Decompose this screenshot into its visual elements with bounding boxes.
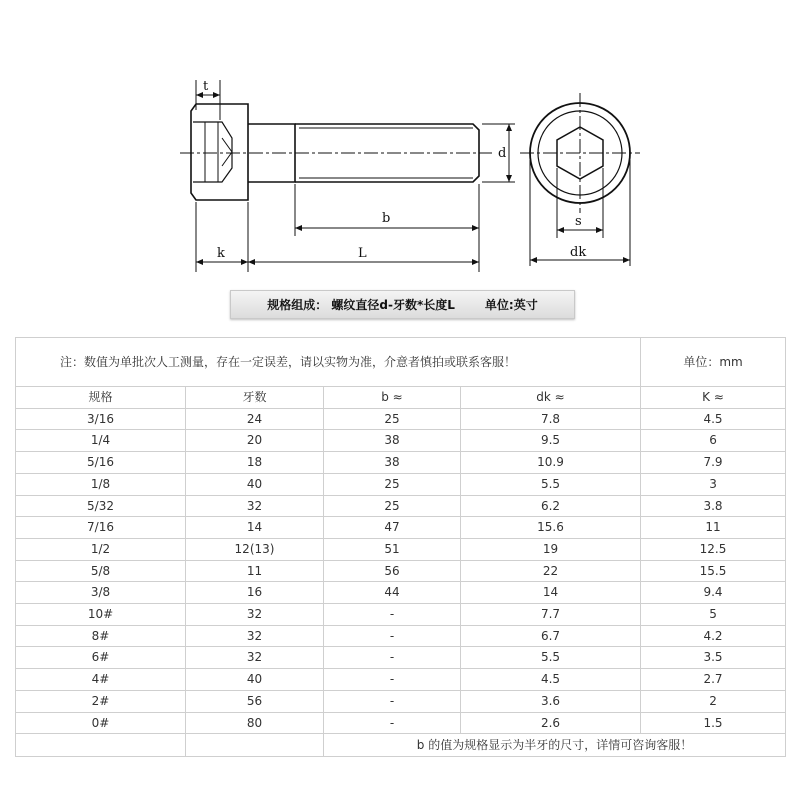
cell-dk: 9.5 [461,430,641,452]
cell-k: 1.5 [641,712,786,734]
cell-dk: 6.2 [461,495,641,517]
cell-threads: 12(13) [186,538,324,560]
cell-k: 11 [641,517,786,539]
table-row [16,495,786,517]
cell-b: - [324,604,461,626]
cell-b: 38 [324,430,461,452]
measurement-note: 注：数值为单批次人工测量，存在一定误差，请以实物为准，介意者慎拍或联系客服！ [16,338,641,387]
table-row [16,712,786,734]
hex-socket-outline [193,122,232,182]
cell-spec: 10# [16,604,186,626]
header-threads: 牙数 [186,387,324,409]
cell-dk: 4.5 [461,669,641,691]
header-k: K ≈ [641,387,786,409]
cell-spec: 5/32 [16,495,186,517]
cell-b: - [324,712,461,734]
footnote: b 的值为规格显示为半牙的尺寸，详情可咨询客服！ [324,734,786,757]
table-row [16,625,786,647]
cell-k: 7.9 [641,452,786,474]
cell-k: 3 [641,473,786,495]
cell-spec: 3/8 [16,582,186,604]
dimension-d-label: d [498,146,507,161]
cell-threads: 18 [186,452,324,474]
dimension-t-label: t [203,79,209,94]
screw-technical-drawing [0,0,800,280]
cell-k: 2 [641,690,786,712]
empty-cell [186,734,324,757]
cell-dk: 22 [461,560,641,582]
header-dk: dk ≈ [461,387,641,409]
cell-b: 51 [324,538,461,560]
cell-k: 4.2 [641,625,786,647]
cell-spec: 2# [16,690,186,712]
cell-spec: 8# [16,625,186,647]
dimension-b [295,184,479,272]
cell-threads: 80 [186,712,324,734]
dimension-b-label: b [382,211,391,226]
cell-dk: 3.6 [461,690,641,712]
cell-dk: 5.5 [461,647,641,669]
cell-b: - [324,625,461,647]
header-b: b ≈ [324,387,461,409]
cell-b: 56 [324,560,461,582]
cell-dk: 5.5 [461,473,641,495]
cell-k: 12.5 [641,538,786,560]
cell-dk: 2.6 [461,712,641,734]
cell-dk: 15.6 [461,517,641,539]
cell-b: 38 [324,452,461,474]
cell-dk: 19 [461,538,641,560]
table-row [16,538,786,560]
table-row [16,669,786,691]
header-spec: 规格 [16,387,186,409]
dimension-dk-label: dk [570,245,587,260]
cell-threads: 32 [186,647,324,669]
cell-b: 44 [324,582,461,604]
table-row [16,690,786,712]
cell-dk: 7.8 [461,408,641,430]
table-row [16,517,786,539]
table-row [16,430,786,452]
cell-k: 9.4 [641,582,786,604]
cell-dk: 14 [461,582,641,604]
cell-k: 5 [641,604,786,626]
spec-composition-text: 规格组成： 螺纹直径d-牙数*长度L [267,298,455,312]
cell-threads: 32 [186,495,324,517]
cell-spec: 1/2 [16,538,186,560]
cell-spec: 1/8 [16,473,186,495]
cell-spec: 0# [16,712,186,734]
cell-threads: 56 [186,690,324,712]
table-row [16,560,786,582]
cell-dk: 7.7 [461,604,641,626]
dimension-k [196,202,248,272]
cell-threads: 11 [186,560,324,582]
dimension-s-label: s [575,214,582,229]
table-row [16,408,786,430]
cell-spec: 3/16 [16,408,186,430]
header-row [16,387,786,409]
cell-spec: 1/4 [16,430,186,452]
cell-threads: 32 [186,604,324,626]
spec-table [15,337,786,757]
cell-k: 4.5 [641,408,786,430]
cell-k: 2.7 [641,669,786,691]
cell-threads: 16 [186,582,324,604]
cell-threads: 20 [186,430,324,452]
cell-b: - [324,669,461,691]
cell-threads: 40 [186,473,324,495]
table-row [16,582,786,604]
footnote-row [16,734,786,757]
cell-k: 3.5 [641,647,786,669]
table-row [16,647,786,669]
cell-b: 25 [324,495,461,517]
cell-b: - [324,690,461,712]
cell-threads: 32 [186,625,324,647]
screw-side-view [191,104,479,200]
cell-spec: 7/16 [16,517,186,539]
cell-k: 3.8 [641,495,786,517]
dimension-k-label: k [217,246,225,261]
cell-k: 6 [641,430,786,452]
table-row [16,452,786,474]
cell-dk: 10.9 [461,452,641,474]
table-unit: 单位：mm [641,338,786,387]
cell-threads: 14 [186,517,324,539]
cell-spec: 6# [16,647,186,669]
cell-b: 25 [324,408,461,430]
cell-k: 15.5 [641,560,786,582]
cell-dk: 6.7 [461,625,641,647]
cell-b: - [324,647,461,669]
cell-b: 25 [324,473,461,495]
empty-cell [16,734,186,757]
table-row [16,604,786,626]
screw-end-view [520,93,640,213]
cell-spec: 5/16 [16,452,186,474]
note-row [16,338,786,387]
cell-spec: 4# [16,669,186,691]
cell-spec: 5/8 [16,560,186,582]
dimension-L-label: L [358,246,367,261]
spec-composition-bar [230,290,575,319]
spec-unit-text: 单位:英寸 [484,298,538,312]
cell-threads: 40 [186,669,324,691]
table-row [16,473,786,495]
cell-b: 47 [324,517,461,539]
cell-threads: 24 [186,408,324,430]
